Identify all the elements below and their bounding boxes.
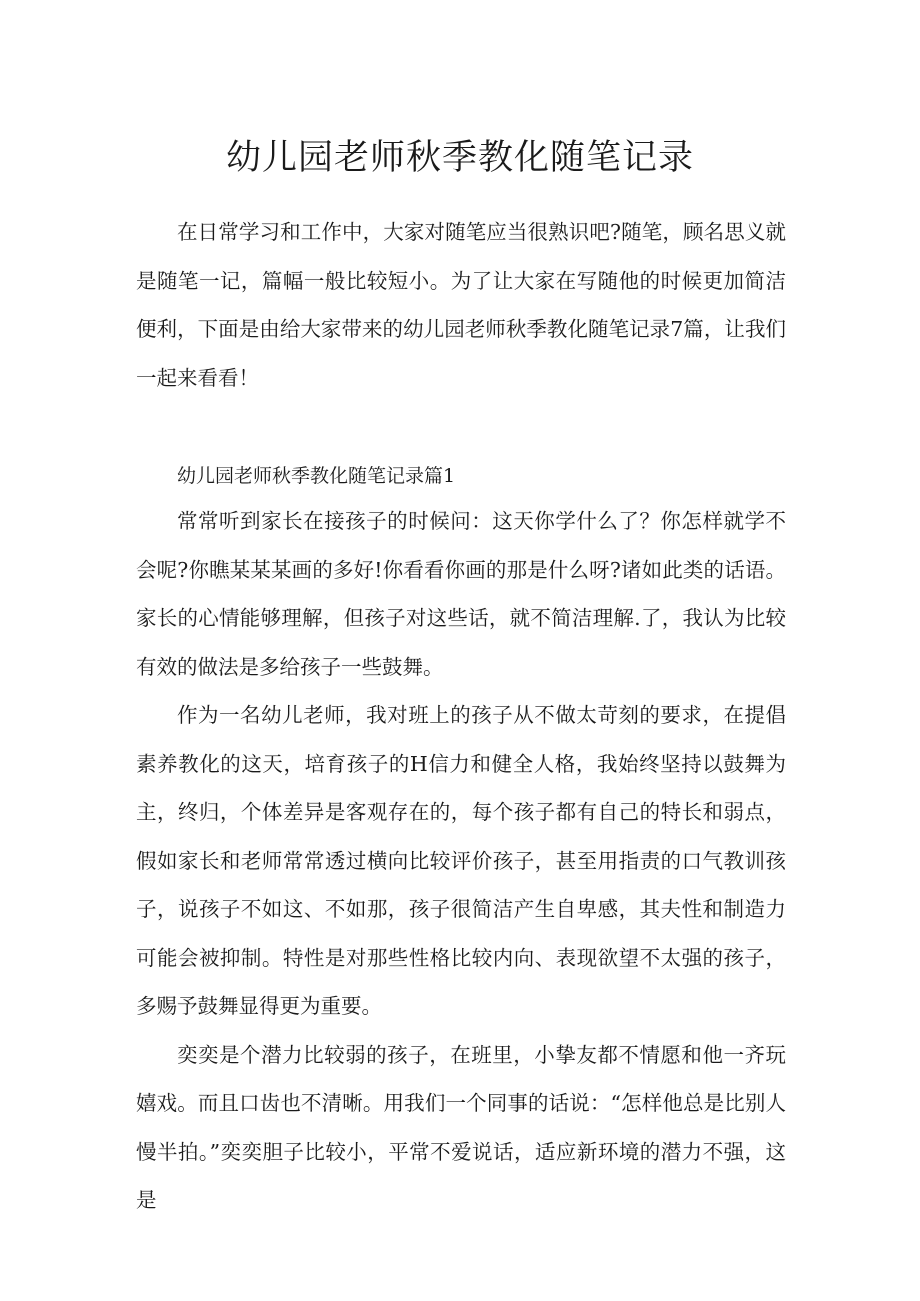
document-title: 幼儿园老师秋季教化随笔记录	[225, 138, 694, 178]
intro-paragraph: 在日常学习和工作中，大家对随笔应当很熟识吧?随笔，顾名思义就是随笔一记，篇幅一般比较短小。为了让大家在写随他的时候更加简洁便利，下面是由给大家带来的幼儿园老师秋季教化随笔记录7篇，让我们一起来看看！	[136, 220, 786, 390]
section-paragraph: 作为一名幼儿老师，我对班上的孩子从不做太苛刻的要求，在提倡素养教化的这天，培育孩子的H信力和健全人格，我始终坚持以鼓舞为主，终归，个体差异是客观存在的，每个孩子都有自己的特长和弱点，假如家长和老师常常透过横向比较评价孩子，甚至用指责的口气教训孩子，说孩子不如这、不如那，孩子很简洁产生自卑感，其夫性和制造力可能会被抑制。特性是对那些性格比较内向、表现欲望不太强的孩子，多赐予鼓舞显得更为重要。	[136, 703, 786, 1018]
section-heading: 幼儿园老师秋季教化随笔记录篇1	[177, 465, 456, 487]
section-body	[136, 497, 786, 1225]
section-paragraph: 常常听到家长在接孩子的时候问：这天你学什么了？你怎样就学不会呢?你瞧某某某画的多好!你看看你画的那是什么呀?诸如此类的话语。家长的心情能够理解，但孩子对这些话，就不简洁理解.了，我认为比较有效的做法是多给孩子一些鼓舞。	[136, 509, 786, 679]
intro-block	[136, 208, 786, 402]
section-paragraph: 奕奕是个潜力比较弱的孩子，在班里，小挚友都不情愿和他一齐玩嬉戏。而且口齿也不清晰。用我们一个同事的话说：“怎样他总是比别人慢半拍。”奕奕胆子比较小，平常不爱说话，适应新环境的潜力不强，这是	[136, 1042, 786, 1212]
